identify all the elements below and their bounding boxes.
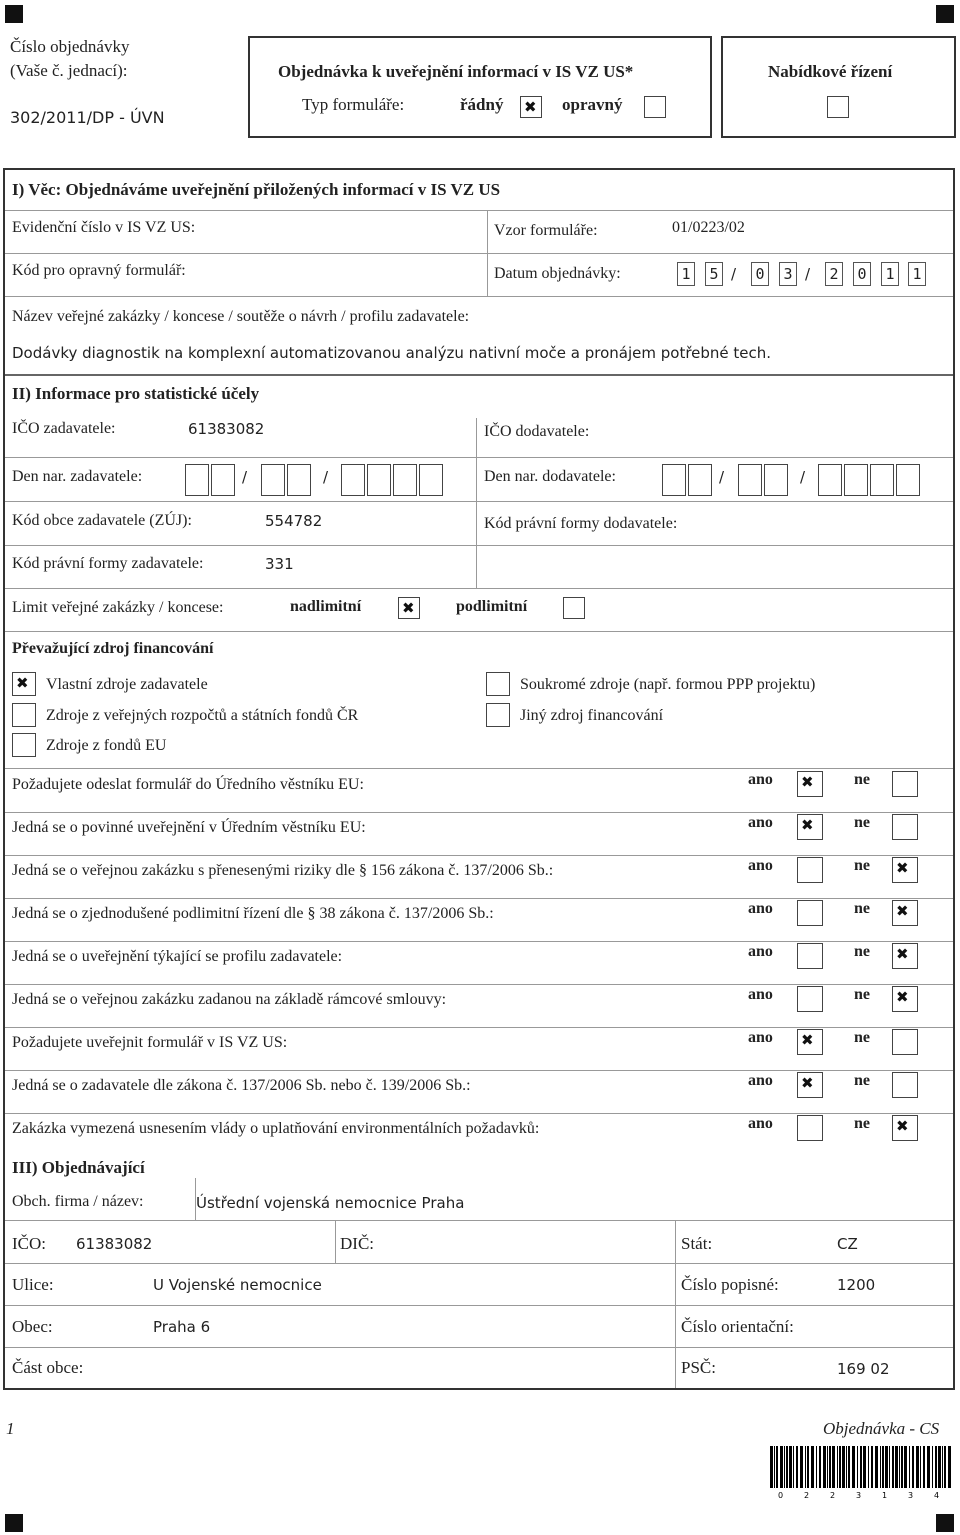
barcode-bar: [927, 1446, 930, 1488]
offer-procedure-box: [721, 36, 956, 138]
barcode-bar: [923, 1446, 925, 1488]
limit-label: Limit veřejné zakázky / koncese:: [12, 599, 224, 616]
above-limit-label: nadlimitní: [290, 598, 362, 615]
barcode-bar: [944, 1446, 946, 1488]
question-label: Jedná se o povinné uveřejnění v Úředním věstníku EU:: [12, 819, 366, 836]
barcode-bar: [774, 1446, 775, 1488]
below-limit-label: podlimitní: [456, 598, 528, 615]
street-label: Ulice:: [12, 1275, 54, 1294]
orientation-number-label: Číslo orientační:: [681, 1317, 794, 1336]
yes-label: ano: [748, 1029, 773, 1046]
corner-mark-top-left: [5, 5, 23, 23]
barcode-bar: [882, 1446, 884, 1488]
financing-option-label: Zdroje z fondů EU: [46, 737, 167, 754]
birth-date-box-supplier[interactable]: [662, 464, 686, 496]
financing-option-label: Vlastní zdroje zadavatele: [46, 676, 208, 693]
barcode-bar: [948, 1446, 951, 1488]
regular-checkbox[interactable]: [520, 96, 542, 118]
barcode-bar: [889, 1446, 890, 1488]
offer-procedure-label: Nabídkové řízení: [768, 62, 893, 81]
no-checkbox[interactable]: [892, 814, 918, 840]
barcode-bar: [880, 1446, 881, 1488]
birth-date-box-contracting[interactable]: [211, 464, 235, 496]
order-date-digit: 2: [825, 262, 843, 286]
yes-checkbox[interactable]: [797, 1029, 823, 1055]
no-checkbox[interactable]: [892, 1029, 918, 1055]
financing-checkbox[interactable]: [12, 733, 36, 757]
contract-name-label: Název veřejné zakázky / koncese / soutěže o návrh / profilu zadavatele:: [12, 308, 470, 325]
municipality-code-value: 554782: [265, 512, 323, 530]
no-checkbox[interactable]: [892, 1115, 918, 1141]
barcode-bar: [875, 1446, 878, 1488]
birth-contracting-label: Den nar. zadavatele:: [12, 468, 143, 485]
birth-date-box-contracting[interactable]: [287, 464, 311, 496]
barcode-bar: [780, 1446, 783, 1488]
company-value: Ústřední vojenská nemocnice Praha: [196, 1194, 465, 1212]
yes-label: ano: [748, 814, 773, 831]
supplier-legal-form-label: Kód právní formy dodavatele:: [484, 515, 678, 532]
yes-label: ano: [748, 1072, 773, 1089]
order-number-value: 302/2011/DP - ÚVN: [10, 108, 165, 127]
form-title-box: [248, 36, 712, 138]
financing-checkbox[interactable]: [12, 703, 36, 727]
financing-checkbox[interactable]: [486, 703, 510, 727]
ico-contracting-label: IČO zadavatele:: [12, 420, 116, 437]
offer-procedure-checkbox[interactable]: [827, 96, 849, 118]
birth-date-box-contracting[interactable]: [419, 464, 443, 496]
barcode-digit: 1: [882, 1491, 888, 1500]
no-checkbox[interactable]: [892, 943, 918, 969]
no-label: ne: [854, 814, 870, 831]
no-label: ne: [854, 771, 870, 788]
house-number-value: 1200: [837, 1276, 876, 1294]
above-limit-checkbox[interactable]: [398, 597, 420, 619]
ico-contracting-value: 61383082: [188, 420, 265, 438]
birth-supplier-label: Den nar. dodavatele:: [484, 468, 616, 485]
question-label: Jedná se o zadavatele dle zákona č. 137/2006 Sb. nebo č. 139/2006 Sb.:: [12, 1077, 471, 1094]
barcode-bar: [823, 1446, 826, 1488]
page-number: 1: [6, 1419, 15, 1438]
question-label: Jedná se o zjednodušené podlimitní řízení dle § 38 zákona č. 137/2006 Sb.:: [12, 905, 494, 922]
order-date-digit: 1: [908, 262, 926, 286]
yes-checkbox[interactable]: [797, 771, 823, 797]
no-label: ne: [854, 1029, 870, 1046]
barcode-bar: [895, 1446, 898, 1488]
street-value: U Vojenské nemocnice: [153, 1276, 322, 1294]
barcode-bar: [909, 1446, 910, 1488]
no-checkbox[interactable]: [892, 771, 918, 797]
corner-mark-bottom-right: [936, 1514, 954, 1532]
barcode-digit: 0: [778, 1491, 784, 1500]
barcode-bar: [819, 1446, 821, 1488]
ico-value: 61383082: [76, 1235, 153, 1253]
ico-label: IČO:: [12, 1234, 46, 1253]
barcode-bar: [816, 1446, 817, 1488]
corrective-checkbox[interactable]: [644, 96, 666, 118]
company-label: Obch. firma / název:: [12, 1193, 144, 1210]
barcode-bar: [852, 1446, 855, 1488]
financing-title: Převažující zdroj financování: [12, 640, 214, 657]
yes-checkbox[interactable]: [797, 857, 823, 883]
barcode-bar: [871, 1446, 873, 1488]
barcode-bar: [770, 1446, 773, 1488]
barcode-bar: [827, 1446, 828, 1488]
template-value: 01/0223/02: [672, 219, 745, 236]
district-label: Část obce:: [12, 1358, 84, 1377]
barcode-bar: [811, 1446, 814, 1488]
no-checkbox[interactable]: [892, 986, 918, 1012]
barcode-digit: 2: [830, 1491, 836, 1500]
order-date-digit: 3: [779, 262, 797, 286]
no-checkbox[interactable]: [892, 1072, 918, 1098]
question-label: Požadujete odeslat formulář do Úředního věstníku EU:: [12, 776, 364, 793]
barcode-bar: [863, 1446, 866, 1488]
barcode-digit: 2: [804, 1491, 810, 1500]
section3-title: III) Objednávající: [12, 1158, 145, 1177]
barcode-bar: [916, 1446, 919, 1488]
question-label: Jedná se o veřejnou zakázku zadanou na základě rámcové smlouvy:: [12, 991, 447, 1008]
no-checkbox[interactable]: [892, 857, 918, 883]
legal-form-label: Kód právní formy zadavatele:: [12, 555, 204, 572]
financing-option-label: Jiný zdroj financování: [520, 707, 664, 724]
below-limit-checkbox[interactable]: [563, 597, 585, 619]
yes-checkbox[interactable]: [797, 986, 823, 1012]
barcode-bar: [842, 1446, 845, 1488]
barcode-bar: [860, 1446, 862, 1488]
no-label: ne: [854, 943, 870, 960]
financing-checkbox[interactable]: [486, 672, 510, 696]
question-label: Jedná se o uveřejnění týkající se profilu zadavatele:: [12, 948, 343, 965]
yes-checkbox[interactable]: [797, 814, 823, 840]
yes-label: ano: [748, 943, 773, 960]
document-name: Objednávka - CS: [823, 1419, 940, 1438]
barcode-bar: [837, 1446, 838, 1488]
barcode-bar: [942, 1446, 943, 1488]
birth-date-box-supplier[interactable]: [764, 464, 788, 496]
yes-checkbox[interactable]: [797, 1115, 823, 1141]
date-separator: /: [805, 265, 811, 283]
barcode-bar: [796, 1446, 798, 1488]
date-separator: /: [731, 265, 737, 283]
yes-label: ano: [748, 857, 773, 874]
corrective-label: opravný: [562, 95, 623, 114]
no-label: ne: [854, 986, 870, 1003]
birth-date-box-supplier[interactable]: [844, 464, 868, 496]
section2-title: II) Informace pro statistické účely: [12, 384, 260, 403]
barcode: [768, 1446, 954, 1500]
section1-title: I) Věc: Objednáváme uveřejnění přiložených informací v IS VZ US: [12, 180, 501, 199]
barcode-bar: [807, 1446, 809, 1488]
zip-label: PSČ:: [681, 1358, 716, 1377]
barcode-bar: [904, 1446, 907, 1488]
barcode-bar: [793, 1446, 794, 1488]
contract-name-value: Dodávky diagnostik na komplexní automatizovanou analýzu nativní moče a pronájem potřebné tech.: [12, 344, 772, 362]
birth-date-box-supplier[interactable]: [870, 464, 894, 496]
birth-date-separator: /: [242, 468, 248, 486]
barcode-bar: [846, 1446, 847, 1488]
no-checkbox[interactable]: [892, 900, 918, 926]
state-value: CZ: [837, 1235, 858, 1253]
city-label: Obec:: [12, 1317, 53, 1336]
yes-checkbox[interactable]: [797, 900, 823, 926]
order-date-digit: 1: [677, 262, 695, 286]
barcode-bar: [899, 1446, 900, 1488]
birth-date-separator: /: [323, 468, 329, 486]
birth-date-box-supplier[interactable]: [896, 464, 920, 496]
barcode-bar: [800, 1446, 803, 1488]
barcode-digit: 4: [934, 1491, 940, 1500]
form-type-label: Typ formuláře:: [302, 95, 405, 114]
house-number-label: Číslo popisné:: [681, 1275, 779, 1294]
yes-label: ano: [748, 771, 773, 788]
yes-checkbox[interactable]: [797, 943, 823, 969]
registry-number-label: Evidenční číslo v IS VZ US:: [12, 219, 196, 236]
order-date-digit: 0: [853, 262, 871, 286]
birth-date-separator: /: [800, 468, 806, 486]
dic-label: DIČ:: [340, 1234, 374, 1253]
form-title: Objednávka k uveřejnění informací v IS VZ US*: [278, 62, 634, 81]
barcode-bar: [829, 1446, 831, 1488]
no-label: ne: [854, 1115, 870, 1132]
financing-checkbox[interactable]: [12, 672, 36, 696]
order-date-label: Datum objednávky:: [494, 265, 621, 282]
barcode-bar: [938, 1446, 941, 1488]
barcode-bar: [885, 1446, 888, 1488]
state-label: Stát:: [681, 1234, 713, 1253]
birth-date-box-supplier[interactable]: [738, 464, 762, 496]
regular-label: řádný: [460, 95, 504, 114]
zip-value: 169 02: [837, 1360, 890, 1378]
question-label: Požadujete uveřejnit formulář v IS VZ US:: [12, 1034, 288, 1051]
birth-date-separator: /: [719, 468, 725, 486]
no-label: ne: [854, 900, 870, 917]
barcode-bar: [786, 1446, 788, 1488]
order-number-label: Číslo objednávky (Vaše č. jednací):: [10, 37, 130, 80]
birth-date-box-contracting[interactable]: [341, 464, 365, 496]
barcode-bar: [839, 1446, 841, 1488]
city-value: Praha 6: [153, 1318, 211, 1336]
birth-date-box-supplier[interactable]: [688, 464, 712, 496]
barcode-bar: [805, 1446, 806, 1488]
question-label: Zakázka vymezená usnesením vlády o uplatňování environmentálních požadavků:: [12, 1120, 540, 1137]
barcode-bar: [784, 1446, 785, 1488]
barcode-bar: [932, 1446, 933, 1488]
barcode-digit: 3: [856, 1491, 862, 1500]
corner-mark-top-right: [936, 5, 954, 23]
birth-date-box-contracting[interactable]: [185, 464, 209, 496]
question-label: Jedná se o veřejnou zakázku s přenesenými riziky dle § 156 zákona č. 137/2006 Sb.:: [12, 862, 554, 879]
no-label: ne: [854, 1072, 870, 1089]
corner-mark-bottom-left: [5, 1514, 23, 1532]
barcode-bar: [848, 1446, 850, 1488]
yes-label: ano: [748, 986, 773, 1003]
legal-form-value: 331: [265, 555, 294, 573]
ico-supplier-label: IČO dodavatele:: [484, 423, 590, 440]
barcode-bar: [868, 1446, 869, 1488]
birth-date-box-supplier[interactable]: [818, 464, 842, 496]
barcode-bar: [776, 1446, 778, 1488]
birth-date-box-contracting[interactable]: [367, 464, 391, 496]
yes-label: ano: [748, 900, 773, 917]
barcode-digit: 3: [908, 1491, 914, 1500]
barcode-bar: [789, 1446, 792, 1488]
financing-option-label: Soukromé zdroje (např. formou PPP projektu): [520, 676, 816, 693]
municipality-code-label: Kód obce zadavatele (ZÚJ):: [12, 512, 192, 529]
yes-checkbox[interactable]: [797, 1072, 823, 1098]
barcode-bar: [920, 1446, 921, 1488]
order-date-digit: 1: [881, 262, 899, 286]
birth-date-box-contracting[interactable]: [393, 464, 417, 496]
birth-date-box-contracting[interactable]: [261, 464, 285, 496]
barcode-bar: [832, 1446, 835, 1488]
template-label: Vzor formuláře:: [494, 222, 598, 239]
corrective-code-label: Kód pro opravný formulář:: [12, 262, 186, 279]
barcode-bar: [857, 1446, 858, 1488]
order-date-digit: 5: [705, 262, 723, 286]
barcode-bar: [912, 1446, 914, 1488]
barcode-bar: [935, 1446, 937, 1488]
order-date-digit: 0: [751, 262, 769, 286]
barcode-bar: [892, 1446, 894, 1488]
barcode-bar: [901, 1446, 903, 1488]
no-label: ne: [854, 857, 870, 874]
financing-option-label: Zdroje z veřejných rozpočtů a státních fondů ČR: [46, 707, 359, 724]
yes-label: ano: [748, 1115, 773, 1132]
